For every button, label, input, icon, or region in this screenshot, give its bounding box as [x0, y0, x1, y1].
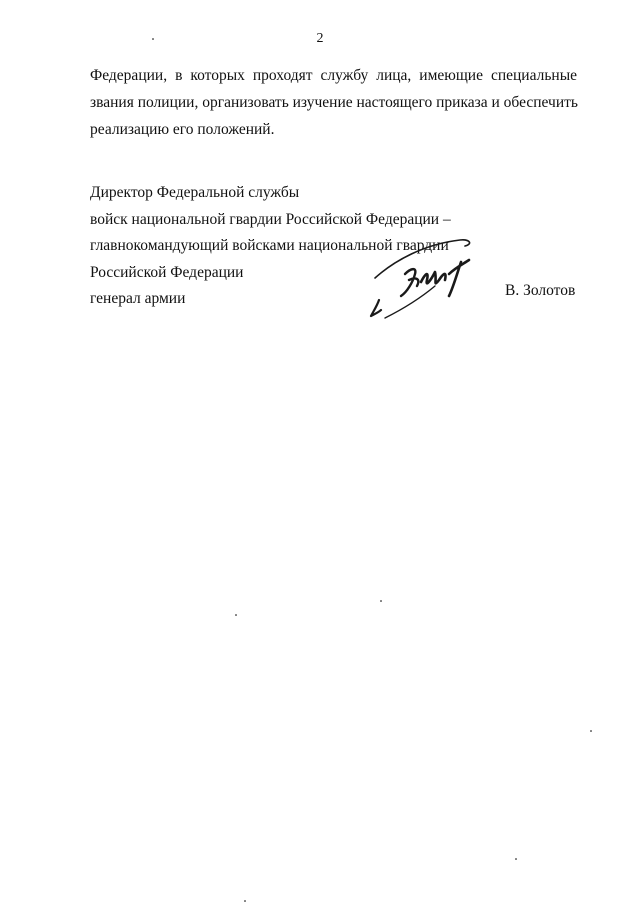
scan-speck — [515, 858, 517, 860]
body-line: реализацию его положений. — [90, 121, 275, 138]
signatory-title-line: войск национальной гвардии Российской Федерации – — [90, 210, 451, 228]
body-line: звания полиции, организовать изучение настоящего приказа и обеспечить — [90, 94, 578, 111]
body-paragraph — [90, 62, 577, 143]
signatory-title-line: главнокомандующий войсками национальной гвардии — [90, 237, 449, 254]
handwritten-signature — [365, 230, 490, 325]
signatory-rank: генерал армии — [90, 290, 186, 307]
signatory-title-line: Директор Федеральной службы — [90, 184, 300, 201]
signatory-name: В. Золотов — [505, 282, 576, 299]
scan-speck — [244, 900, 246, 902]
scan-speck — [235, 614, 237, 616]
body-line: Федерации, в которых проходят службу лица, имеющие специальные — [90, 67, 577, 84]
scan-speck — [380, 600, 382, 602]
scan-speck — [152, 38, 154, 40]
signatory-title-line: Российской Федерации — [90, 263, 244, 281]
scan-speck — [590, 730, 592, 732]
page-number: 2 — [316, 31, 324, 46]
